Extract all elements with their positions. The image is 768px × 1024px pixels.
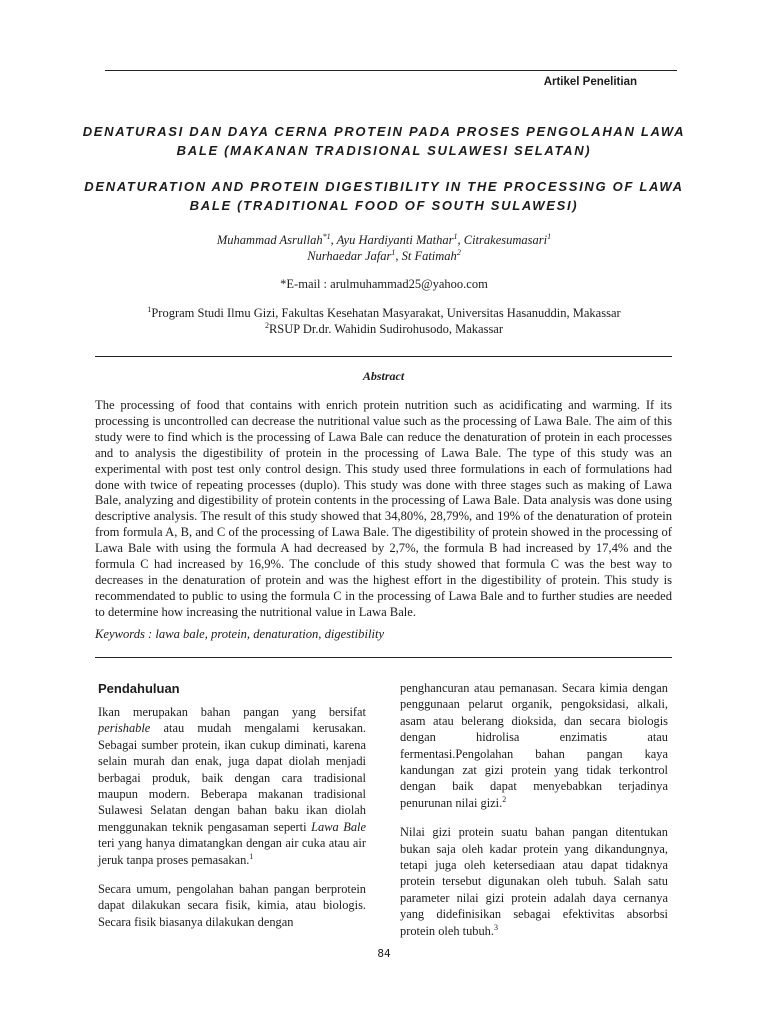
author-separator: , <box>395 249 402 263</box>
article-type-label: Artikel Penelitian <box>543 76 637 88</box>
body-paragraph <box>400 824 668 939</box>
author-name: Muhammad Asrullah <box>216 233 323 247</box>
affiliation-mark: 2 <box>264 320 269 330</box>
author-separator: , <box>330 233 337 247</box>
author-affiliation-mark: *1 <box>322 231 331 241</box>
affiliation-mark: 1 <box>147 304 152 314</box>
italic-term: perishable <box>98 721 151 736</box>
affiliation-item <box>100 305 668 321</box>
author-line <box>100 232 668 248</box>
section-heading: Pendahuluan <box>98 681 180 696</box>
abstract-bottom-rule <box>95 657 672 658</box>
abstract-heading: Abstract <box>362 369 405 383</box>
body-column-left <box>98 680 366 943</box>
body-paragraph <box>400 680 668 811</box>
header-rule <box>105 70 677 71</box>
abstract-top-rule <box>95 356 672 357</box>
author-affiliation-mark: 2 <box>456 247 461 257</box>
affiliation-text: RSUP Dr.dr. Wahidin Sudirohusodo, Makassar <box>268 322 504 336</box>
corresponding-email: *E-mail : arulmuhammad25@yahoo.com <box>280 277 488 291</box>
body-column-right <box>400 680 668 952</box>
citation-ref: 3 <box>493 922 498 932</box>
text-run: Ikan merupakan bahan pangan yang bersifat <box>98 705 366 719</box>
title-indonesian: DENATURASI DAN DAYA CERNA PROTEIN PADA PROSES PENGOLAHAN LAWA BALE (MAKANAN TRADISIONAL SULAWESI SELATAN) <box>82 124 686 158</box>
citation-ref: 2 <box>502 794 507 804</box>
author-name: Citrakesumasari <box>463 233 548 247</box>
author-affiliation-mark: 1 <box>453 231 458 241</box>
author-name: Ayu Hardiyanti Mathar <box>336 233 454 247</box>
text-run: atau mudah mengalami kerusakan. Sebagai sumber protein, ikan cukup diminati, karena selain murah dan enak, juga dapat diolah menjadi berbagai produk, baik dengan cara tradisional maupun modern. Beberapa makanan tradisional Sulawesi Selatan dengan bahan baku ikan diolah menggunakan teknik pengasaman seperti <box>98 721 366 834</box>
author-separator: , <box>457 233 464 247</box>
abstract-body: The processing of food that contains with enrich protein nutrition such as acidificating and warming. If its processing is uncontrolled can decrease the nutritional value such as the processing of Lawa Bale. The aim of this study were to find which is the processing of Lawa Bale can reduce the denaturation of protein in each processes and to analysis the digestibility of protein in the processing of Lawa Bale. The type of this study was an experimental with post test only control design. This study used three formulations in each of formulations had done with twice of repeating processes (duplo). This study was done with three stages such as making of Lawa Bale, analyzing and digestibility of protein contents in the processing of Lawa Bale. Data analysis was done using descriptive analysis. The result of this study showed that 34,80%, 28,79%, and 19% of the denaturation of protein from formula A, B, and C of the processing of Lawa Bale. The digestibility of protein showed in the processing of Lawa Bale with using the formula A had decreased by 2,7%, the formula B had increased by 17,4% and the formula C had increased by 16,9%. The conclude of this study showed that formula C was the best way to decreases in the denaturation of protein and was the highest effort in the digestibility of protein. This study is recommendated to public to using the formula C in the processing of Lawa Bale and to further studies are needed to determine how increasing the nutritional value in Lawa Bale. <box>95 398 672 619</box>
author-line <box>100 248 668 264</box>
affiliation-item <box>100 321 668 337</box>
page-number: 84 <box>377 947 391 960</box>
italic-term: Lawa Bale <box>311 819 366 834</box>
keywords: Keywords : lawa bale, protein, denaturation, digestibility <box>95 627 385 641</box>
text-run: teri yang hanya dimatangkan dengan air cuka atau air jeruk tanpa proses pemasakan. <box>98 836 366 867</box>
body-paragraph <box>98 704 366 868</box>
affiliation-list <box>100 305 668 337</box>
author-list <box>100 232 668 264</box>
author-affiliation-mark: 1 <box>547 231 552 241</box>
title-english: DENATURATION AND PROTEIN DIGESTIBILITY IN THE PROCESSING OF LAWA BALE (TRADITIONAL FOOD OF SOUTH SULAWESI) <box>84 179 684 213</box>
body-paragraph: Secara umum, pengolahan bahan pangan berprotein dapat dilakukan secara fisik, kimia, atau biologis. Secara fisik biasanya dilakukan dengan <box>98 882 366 929</box>
citation-ref: 1 <box>249 851 254 861</box>
text-run: penghancuran atau pemanasan. Secara kimia dengan penggunaan pelarut organik, pengoksidasi, alkali, asam atau belerang dioksida, dan secara biologis dengan hidrolisa enzimatis atau fermentasi.Pengolahan bahan pangan kaya kandungan zat gizi protein yang tidak terkontrol dengan baik dapat menyebabkan terjadinya penurunan nilai gizi. <box>400 681 668 810</box>
author-affiliation-mark: 1 <box>391 247 396 257</box>
author-name: St Fatimah <box>401 249 457 263</box>
affiliation-text: Program Studi Ilmu Gizi, Fakultas Kesehatan Masyarakat, Universitas Hasanuddin, Makassar <box>151 306 621 320</box>
author-name: Nurhaedar Jafar <box>307 249 392 263</box>
text-run: Nilai gizi protein suatu bahan pangan ditentukan bukan saja oleh kadar protein yang dikandungnya, tetapi juga oleh ketersediaan atau dapat tidaknya protein tersebut digunakan oleh tubuh. Salah satu parameter nilai gizi protein adalah daya cernanya yang didefinisikan sebagai efektivitas absorbsi protein oleh tubuh. <box>400 825 668 938</box>
